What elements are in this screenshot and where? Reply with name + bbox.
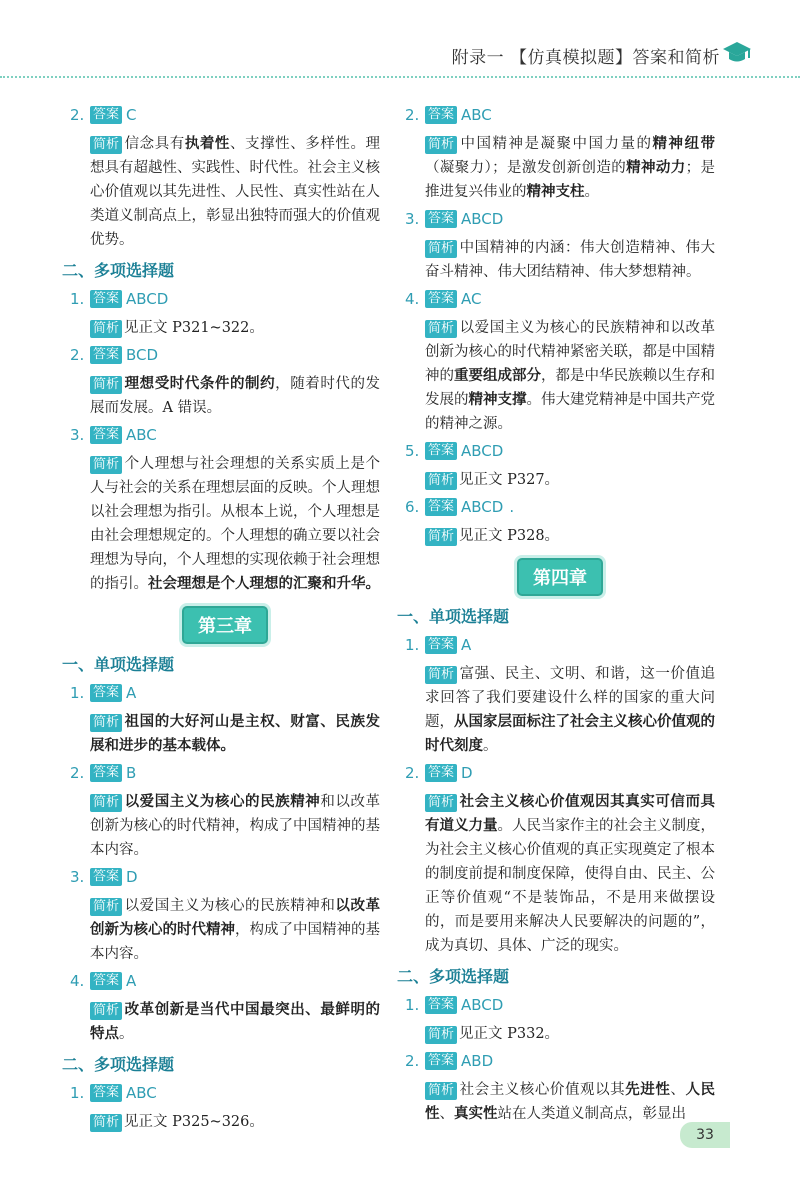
answer-tag: 答案 — [90, 764, 122, 782]
explain-tag: 简析 — [90, 1114, 122, 1132]
answer-tag: 答案 — [90, 868, 122, 886]
explanation — [90, 452, 380, 596]
explanation-text: 见正文 P321~322。 — [124, 320, 264, 336]
answer-value: ABCD — [461, 210, 504, 228]
question-header — [405, 1050, 715, 1072]
explanation — [90, 132, 380, 252]
explanation-text: 。 — [584, 184, 599, 200]
explanation — [90, 316, 380, 340]
question-header — [70, 866, 380, 888]
answer-value: D — [126, 868, 138, 886]
explain-tag: 简析 — [425, 794, 457, 812]
answer-tag: 答案 — [425, 1052, 457, 1070]
question-header — [405, 994, 715, 1016]
answer-value: ABCD — [461, 498, 504, 516]
question-header — [405, 762, 715, 784]
explanation — [90, 998, 380, 1046]
explain-tag: 简析 — [90, 320, 122, 338]
section-heading: 二、多项选择题 — [62, 1055, 175, 1074]
question-header — [70, 424, 380, 446]
question-header — [405, 104, 715, 126]
explain-tag: 简析 — [425, 1082, 457, 1100]
explanation-text: 富强、民主、文明、和谐，这一价值追求回答了我们要建设什么样的国家的重大问题， — [425, 666, 715, 730]
explanation-text: ，都是中华民族赖以生存和发展的 — [425, 368, 715, 408]
section-heading: 二、多项选择题 — [62, 261, 175, 280]
answer-tag: 答案 — [90, 290, 122, 308]
question-header — [70, 288, 380, 310]
explanation-bold: 精神纽带 — [652, 135, 716, 152]
question-header — [405, 208, 715, 230]
question-number: 3. — [70, 868, 85, 886]
section-heading: 二、多项选择题 — [397, 967, 510, 986]
answer-tag: 答案 — [425, 290, 457, 308]
explanation-text: 见正文 P332。 — [459, 1026, 560, 1042]
explain-tag: 简析 — [425, 136, 457, 154]
explanation-bold: 执着性 — [184, 135, 230, 152]
question-number: 2. — [405, 1052, 420, 1070]
chapter-banner — [70, 606, 380, 644]
explanation-text: 。人民当家作主的社会主义制度，为社会主义核心价值观的真正实现奠定了根本的制度前提和制度保障，使得自由、民主、公正等价值观“不是装饰品，不是用来做摆设的，而是要用来解决人民要解决的问题的”，成为真切、具体、广泛的现实。 — [425, 818, 715, 954]
answer-value: ABC — [126, 426, 157, 444]
answer-value: ABD — [461, 1052, 494, 1070]
chapter-title: 第四章 — [517, 558, 603, 596]
answer-tag: 答案 — [425, 498, 457, 516]
question-header — [405, 496, 715, 518]
explanation-text: 以爱国主义为核心的民族精神和以改革创新为核心的时代精神紧密关联，都是中国精神的 — [425, 320, 715, 384]
answer-tag: 答案 — [90, 684, 122, 702]
explanation-bold: 从国家层面标注了社会主义核心价值观的时代刻度 — [425, 713, 715, 754]
explanation-text: ，随着时代的发展而发展。A 错误。 — [90, 376, 381, 416]
explanation-bold: 社会理想是个人理想的汇聚和升华。 — [148, 575, 380, 592]
answer-tag: 答案 — [425, 996, 457, 1014]
explanation — [90, 710, 380, 758]
explanation-text: 见正文 P325~326。 — [124, 1114, 264, 1130]
answer-tag: 答案 — [90, 972, 122, 990]
question-number: 1. — [405, 636, 420, 654]
explanation-text: 、 — [670, 1082, 686, 1098]
explanation-text: 见正文 P328。 — [459, 528, 560, 544]
explanation-text: ，构成了中国精神的基本内容。 — [90, 922, 380, 962]
explanation-bold: 重要组成部分 — [454, 367, 541, 384]
answer-tag: 答案 — [90, 106, 122, 124]
explanation-text: 。 — [483, 738, 498, 754]
answer-value: ABCD — [461, 996, 504, 1014]
question-header — [405, 440, 715, 462]
question-number: 4. — [405, 290, 420, 308]
explanation-text: 。伟大建党精神是中国共产党的精神之源。 — [425, 392, 715, 432]
answer-tag: 答案 — [425, 106, 457, 124]
answer-value: B — [126, 764, 137, 782]
question-number: 1. — [405, 996, 420, 1014]
answer-value: BCD — [126, 346, 159, 364]
explain-tag: 简析 — [425, 320, 457, 338]
explain-tag: 简析 — [90, 898, 122, 916]
answer-tag: 答案 — [425, 636, 457, 654]
explanation-bold: 社会主义核心价值观因其真实可信而具有道义力量 — [425, 793, 715, 834]
explanation-text: 个人理想与社会理想的关系实质上是个人与社会的关系在理想层面的反映。个人理想以社会理想为指引。从根本上说，个人理想是由社会理想规定的。个人理想的确立要以社会理想为导向，个人理想的实现依赖于社会理想的指引。 — [90, 456, 380, 592]
explanation-bold: 以改革创新为核心的时代精神 — [90, 897, 381, 938]
explanation-bold: 精神支撑 — [468, 391, 527, 408]
explanation-bold: 精神动力 — [626, 159, 686, 176]
explanation-text: 、 — [439, 1106, 454, 1122]
question-number: 1. — [70, 684, 85, 702]
explanation-text: 信念具有 — [124, 136, 185, 152]
explanation-bold: 人民性 — [425, 1081, 716, 1122]
explanation — [425, 236, 715, 284]
explanation-bold: 祖国的大好河山是主权、财富、民族发展和进步的基本载体。 — [90, 713, 380, 754]
question-number: 3. — [70, 426, 85, 444]
explanation-text: 中国精神是凝聚中国力量的 — [459, 136, 653, 152]
explain-tag: 简析 — [90, 1002, 122, 1020]
question-number: 3. — [405, 210, 420, 228]
explanation-text: 、支撑性、多样性。理想具有超越性、实践性、时代性。社会主义核心价值观以其先进性、人民性、真实性站在人类道义制高点上，彰显出独特而强大的价值观优势。 — [90, 136, 381, 248]
left-column — [62, 100, 381, 1136]
explanation — [425, 132, 715, 204]
question-number: 1. — [70, 290, 85, 308]
graduation-cap-icon — [722, 38, 752, 68]
chapter-banner — [405, 558, 715, 596]
question-header — [70, 1082, 380, 1104]
header-divider — [0, 76, 800, 78]
answer-value: D — [461, 764, 473, 782]
explanation — [90, 372, 380, 420]
explanation-bold: 精神支柱 — [526, 183, 585, 200]
explain-tag: 简析 — [425, 1026, 457, 1044]
explanation — [90, 894, 380, 966]
explain-tag: 简析 — [425, 240, 457, 258]
chapter-title: 第三章 — [182, 606, 268, 644]
answer-tag: 答案 — [90, 346, 122, 364]
explanation-text: 社会主义核心价值观以其 — [459, 1082, 626, 1098]
explanation — [425, 1078, 715, 1126]
explanation-text: 。 — [119, 1026, 134, 1042]
answer-value: ABC — [461, 106, 492, 124]
answer-tag: 答案 — [90, 426, 122, 444]
question-header — [70, 344, 380, 366]
explain-tag: 简析 — [425, 472, 457, 490]
answer-value: ABCD — [126, 290, 169, 308]
question-number: 2. — [70, 346, 85, 364]
explanation-bold: 理想受时代条件的制约 — [124, 375, 276, 392]
explanation — [425, 316, 715, 436]
header-title: 附录一 【仿真模拟题】答案和简析 — [451, 48, 720, 68]
answer-value: C — [126, 106, 137, 124]
explain-tag: 简析 — [90, 714, 122, 732]
answer-value: AC — [461, 290, 482, 308]
explanation — [90, 1110, 380, 1134]
explanation-text: ；是推进复兴伟业的 — [425, 160, 716, 200]
explanation — [425, 1022, 715, 1046]
explain-tag: 简析 — [90, 456, 122, 474]
right-column — [397, 100, 716, 1128]
question-number: 2. — [70, 106, 85, 124]
answer-value: A — [126, 972, 137, 990]
answer-value: ABC — [126, 1084, 157, 1102]
stray-mark: . — [509, 498, 515, 516]
explain-tag: 简析 — [90, 136, 122, 154]
question-number: 5. — [405, 442, 420, 460]
explain-tag: 简析 — [425, 528, 457, 546]
explain-tag: 简析 — [90, 376, 122, 394]
explain-tag: 简析 — [90, 794, 122, 812]
explanation-text: （凝聚力）；是激发创新创造的 — [425, 160, 627, 176]
page-header — [0, 0, 800, 80]
answer-tag: 答案 — [90, 1084, 122, 1102]
question-header — [70, 970, 380, 992]
question-number: 6. — [405, 498, 420, 516]
question-header — [405, 634, 715, 656]
question-header — [405, 288, 715, 310]
explanation — [425, 790, 715, 958]
question-number: 2. — [405, 106, 420, 124]
explanation-text: 以爱国主义为核心的民族精神和 — [124, 898, 336, 914]
explanation — [425, 468, 715, 492]
question-header — [70, 762, 380, 784]
question-number: 2. — [405, 764, 420, 782]
explanation-text: 中国精神的内涵：伟大创造精神、伟大奋斗精神、伟大团结精神、伟大梦想精神。 — [425, 240, 715, 280]
question-number: 4. — [70, 972, 85, 990]
explanation-text: 见正文 P327。 — [459, 472, 560, 488]
explanation-bold: 以爱国主义为核心的民族精神 — [124, 793, 321, 810]
question-header — [70, 104, 380, 126]
section-heading: 一、单项选择题 — [397, 607, 510, 626]
answer-tag: 答案 — [425, 764, 457, 782]
explanation-bold: 先进性 — [625, 1081, 671, 1098]
page-number: 33 — [680, 1122, 730, 1148]
answer-value: A — [126, 684, 137, 702]
explanation-bold: 改革创新是当代中国最突出、最鲜明的特点 — [90, 1001, 380, 1042]
question-header — [70, 682, 380, 704]
explanation — [425, 524, 715, 548]
question-number: 1. — [70, 1084, 85, 1102]
answer-value: A — [461, 636, 472, 654]
answer-tag: 答案 — [425, 210, 457, 228]
answer-tag: 答案 — [425, 442, 457, 460]
explain-tag: 简析 — [425, 666, 457, 684]
explanation — [90, 790, 380, 862]
answer-value: ABCD — [461, 442, 504, 460]
explanation — [425, 662, 715, 758]
section-heading: 一、单项选择题 — [62, 655, 175, 674]
explanation-text: 和以改革创新为核心的时代精神，构成了中国精神的基本内容。 — [90, 794, 381, 858]
explanation-text: 站在人类道义制高点，彰显出 — [497, 1106, 686, 1122]
question-number: 2. — [70, 764, 85, 782]
explanation-bold: 真实性 — [454, 1105, 498, 1122]
